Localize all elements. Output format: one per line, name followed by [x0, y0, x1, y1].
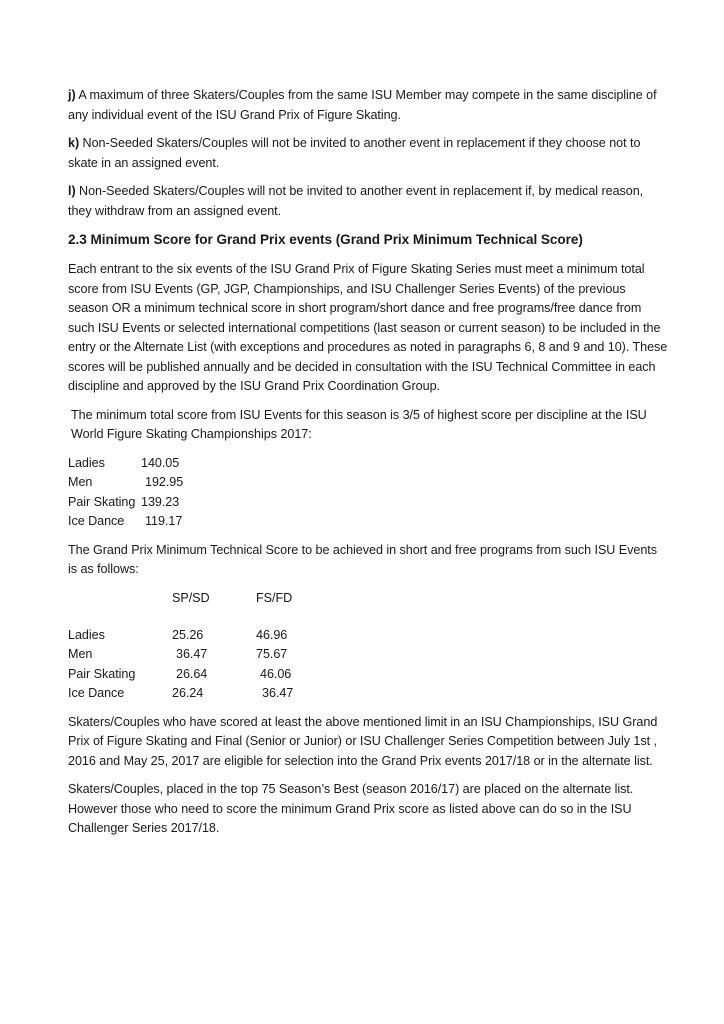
- fs-score-cell: 36.47: [262, 686, 294, 700]
- sp-score-cell: 25.26: [172, 627, 204, 642]
- score-cell: 119.17: [145, 514, 183, 528]
- table-row: [68, 473, 183, 493]
- alternate-list-paragraph: Skaters/Couples, placed in the top 75 Season’s Best (season 2016/17) are placed on the alternate list. However those who need to score the minimum Grand Prix score as listed above can do so in the ISU Challenger Series 2017/18.: [68, 782, 634, 835]
- fs-score-cell: 75.67: [256, 647, 288, 661]
- table-spacer: [68, 617, 322, 626]
- rule-label: j): [68, 88, 76, 102]
- sp-score-cell: 36.47: [176, 647, 208, 661]
- discipline-cell: Pair Skating: [68, 666, 136, 681]
- rule-label: l): [68, 184, 76, 198]
- fs-header: FS/FD: [256, 590, 293, 605]
- table-row: [68, 454, 183, 474]
- rule-j: [68, 86, 668, 125]
- table-row: [68, 493, 183, 513]
- table-row: [68, 645, 322, 665]
- rule-k: [68, 134, 668, 173]
- tech-score-table: [68, 589, 322, 704]
- discipline-cell: Ladies: [68, 455, 105, 470]
- discipline-cell: Ice Dance: [68, 686, 125, 700]
- table-row: [68, 626, 322, 646]
- rule-label: k): [68, 136, 80, 150]
- total-score-intro: The minimum total score from ISU Events for this season is 3/5 of highest score per discipline at the ISU World Figure Skating Championships 2017:: [71, 407, 647, 441]
- discipline-cell: Pair Skating: [68, 494, 136, 509]
- rule-text: A maximum of three Skaters/Couples from the same ISU Member may compete in the same discipline of any individual event of the ISU Grand Prix of Figure Skating.: [68, 88, 657, 122]
- table-header-row: [68, 589, 322, 617]
- fs-score-cell: 46.06: [260, 666, 292, 681]
- table-row: [68, 512, 183, 532]
- empty-header-cell: [68, 589, 172, 617]
- score-cell: 139.23: [141, 494, 180, 509]
- discipline-cell: Ladies: [68, 627, 105, 642]
- tech-score-intro: The Grand Prix Minimum Technical Score to be achieved in short and free programs from such ISU Events is as follows:: [68, 542, 657, 576]
- document-page: [68, 86, 668, 848]
- section-heading: 2.3 Minimum Score for Grand Prix events (Grand Prix Minimum Technical Score): [68, 232, 583, 247]
- table-row: [68, 684, 322, 704]
- discipline-cell: Ice Dance: [68, 514, 125, 528]
- sp-score-cell: 26.24: [172, 686, 204, 700]
- intro-paragraph: Each entrant to the six events of the ISU Grand Prix of Figure Skating Series must meet a minimum total score from ISU Events (GP, JGP, Championships, and ISU Challenger Series Events) of the previous season OR a minimum technical score in short program/short dance and free programs/free dance from such ISU Events or selected international competitions (last season or current season) to be included in the entry or the Alternate List (with exceptions and procedures as noted in paragraphs 6, 8 and 9 and 10). These scores will be published annually and be decided in consultation with the ISU Technical Committee in each discipline and approved by the ISU Grand Prix Coordination Group.: [68, 262, 668, 393]
- score-cell: 192.95: [145, 475, 184, 489]
- rule-text: Non-Seeded Skaters/Couples will not be invited to another event in replacement if they choose not to skate in an assigned event.: [68, 136, 641, 170]
- eligibility-paragraph: Skaters/Couples who have scored at least the above mentioned limit in an ISU Championships, ISU Grand Prix of Figure Skating and Final (Senior or Junior) or ISU Challenger Series Competition between July 1st , 2016 and May 25, 2017 are eligible for selection into the Grand Prix events 2017/18 or in the alternate list.: [68, 714, 658, 768]
- score-cell: 140.05: [141, 455, 180, 470]
- sp-score-cell: 26.64: [176, 666, 208, 681]
- rule-l: [68, 182, 668, 221]
- discipline-cell: Men: [68, 475, 93, 489]
- discipline-cell: Men: [68, 647, 93, 661]
- table-row: [68, 665, 322, 685]
- total-score-table: [68, 454, 183, 532]
- sp-header: SP/SD: [172, 590, 210, 605]
- rule-text: Non-Seeded Skaters/Couples will not be invited to another event in replacement if, by medical reason, they withdraw from an assigned event.: [68, 184, 644, 218]
- fs-score-cell: 46.96: [256, 627, 288, 642]
